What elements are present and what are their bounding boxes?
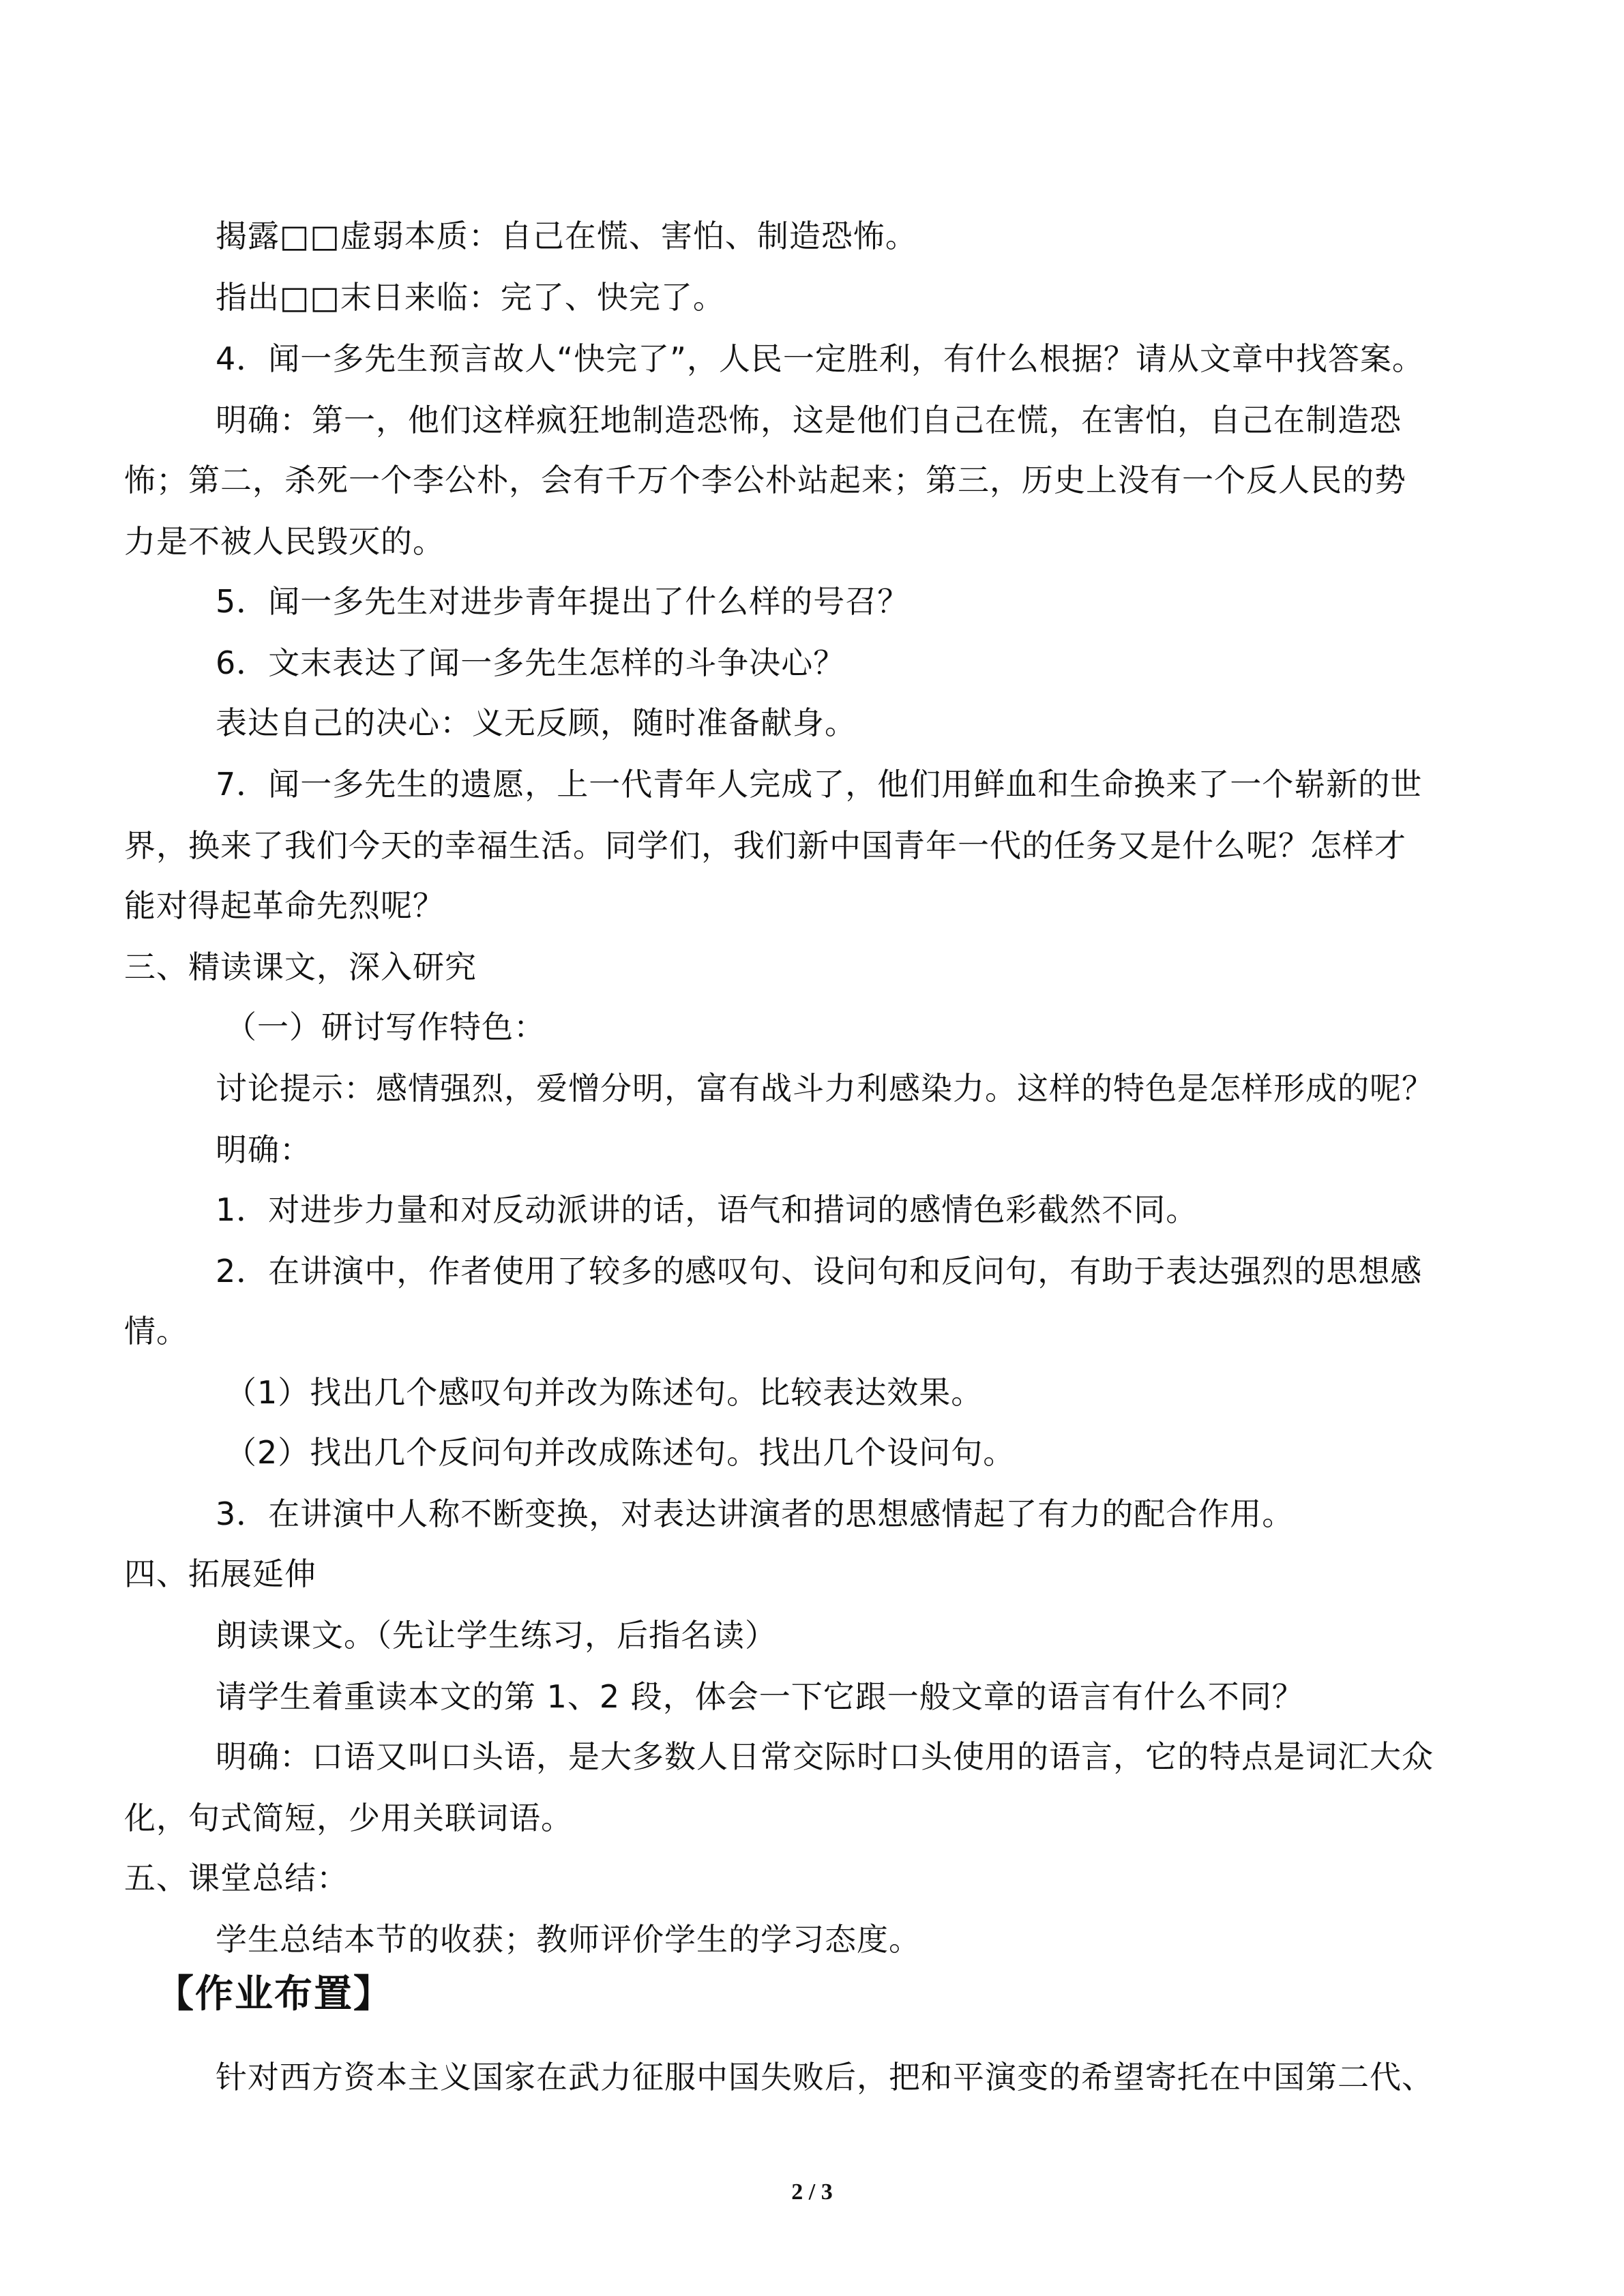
text-line: 能对得起革命先烈呢？: [124, 887, 445, 924]
text-line: 明确：第一，他们这样疯狂地制造恐怖，这是他们自己在慌，在害怕，自己在制造恐: [216, 402, 1402, 438]
text-line: 指出□□末日来临：完了、快完了。: [216, 279, 725, 316]
text-line: 怖；第二，杀死一个李公朴，会有千万个李公朴站起来；第三，历史上没有一个反人民的势: [124, 462, 1406, 498]
text-line: （1）找出几个感叹句并改为陈述句。比较表达效果。: [225, 1374, 984, 1411]
text-line: 朗读课文。（先让学生练习，后指名读）: [216, 1617, 777, 1654]
text-line: 力是不被人民毁灭的。: [124, 523, 445, 560]
text-line: 3．在讲演中人称不断变换，对表达讲演者的思想感情起了有力的配合作用。: [216, 1495, 1295, 1532]
homework-heading: 【作业布置】: [156, 1972, 393, 2016]
text-line: 化，句式简短，少用关联词语。: [124, 1800, 573, 1836]
section-title: 四、拓展延伸: [124, 1555, 316, 1592]
text-line: 揭露□□虚弱本质：自己在慌、害怕、制造恐怖。: [216, 218, 917, 254]
text-line: 针对西方资本主义国家在武力征服中国失败后，把和平演变的希望寄托在中国第二代、: [216, 2059, 1434, 2096]
text-line: 明确：: [216, 1131, 312, 1168]
text-line: 7．闻一多先生的遗愿，上一代青年人完成了，他们用鲜血和生命换来了一个崭新的世: [216, 766, 1423, 803]
text-line: 明确：口语又叫口头语，是大多数人日常交际时口头使用的语言，它的特点是词汇大众: [216, 1738, 1434, 1775]
text-line: 情。: [124, 1313, 188, 1350]
text-line: 5．闻一多先生对进步青年提出了什么样的号召？: [216, 583, 910, 620]
page-number: 2 / 3: [791, 2179, 833, 2205]
text-line: 6．文末表达了闻一多先生怎样的斗争决心？: [216, 644, 846, 681]
text-line: 讨论提示：感情强烈，爱憎分明，富有战斗力利感染力。这样的特色是怎样形成的呢？: [216, 1070, 1434, 1107]
text-line: 请学生着重读本文的第 1、2 段，体会一下它跟一般文章的语言有什么不同？: [216, 1678, 1304, 1715]
text-line: 1．对进步力量和对反动派讲的话，语气和措词的感情色彩截然不同。: [216, 1191, 1198, 1228]
text-line: 表达自己的决心：义无反顾，随时准备献身。: [216, 704, 857, 741]
text-line: 学生总结本节的收获；教师评价学生的学习态度。: [216, 1921, 921, 1958]
section-title: 五、课堂总结：: [124, 1860, 349, 1896]
text-line: 界，换来了我们今天的幸福生活。同学们，我们新中国青年一代的任务又是什么呢？怎样才: [124, 827, 1406, 864]
text-line: 4．闻一多先生预言故人“快完了”，人民一定胜利，有什么根据？请从文章中找答案。: [216, 340, 1424, 377]
text-line: 2．在讲演中，作者使用了较多的感叹句、设问句和反问句，有助于表达强烈的思想感: [216, 1253, 1423, 1289]
sub-section-title: （一）研讨写作特色：: [225, 1009, 546, 1045]
text-line: （2）找出几个反问句并改成陈述句。找出几个设问句。: [225, 1434, 1016, 1471]
section-title: 三、精读课文，深入研究: [124, 949, 477, 985]
